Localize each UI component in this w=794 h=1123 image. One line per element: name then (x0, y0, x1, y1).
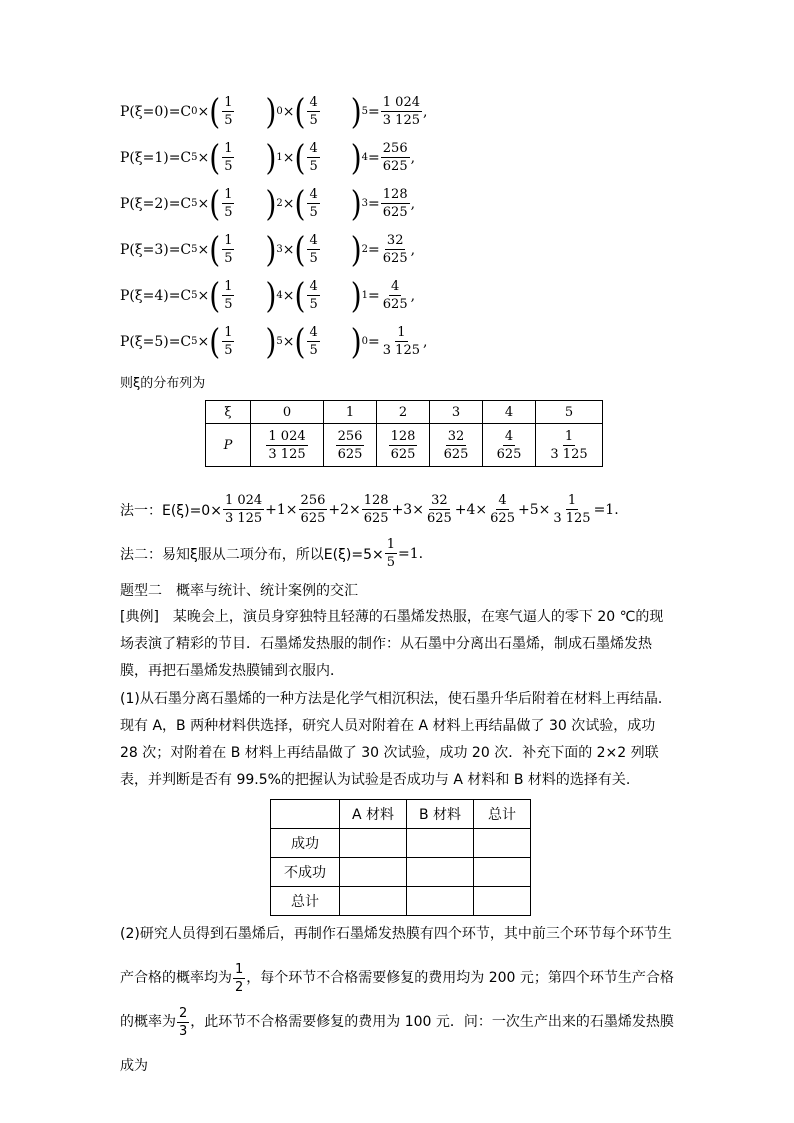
table-cell: $\frac{4}{625}$ (483, 424, 536, 467)
row-label: 成功 (271, 829, 340, 858)
p-header: P (206, 424, 251, 467)
contingency-table (270, 799, 531, 916)
table-row (271, 800, 531, 829)
table-row (271, 858, 531, 887)
table-cell (271, 800, 340, 829)
xi-header: ξ (206, 401, 251, 424)
probability-line: P(ξ=5)=C 5 × ( $\frac{1}{5}$ ) 5 × ( $\frac{4}{5}$ ) 0 = $\frac{1}{3 125}$ , (120, 320, 428, 362)
probability-line: P(ξ=0)=C 0 × ( $\frac{1}{5}$ ) 0 × ( $\frac{4}{5}$ ) 5 = $\frac{1 024}{3 125}$ , (120, 90, 428, 132)
table-cell: $\frac{1 024}{3 125}$ (251, 424, 324, 467)
method-two-prefix: 法二：易知ξ服从二项分布，所以E(ξ)=5× (120, 546, 384, 563)
distribution-table (205, 400, 603, 467)
table-cell: $\frac{1}{3 125}$ (536, 424, 603, 467)
table-row (271, 829, 531, 858)
method-two-equation: 法二：易知ξ服从二项分布，所以E(ξ)=5× $\frac{1}{5}$ =1. (120, 537, 424, 570)
example-part-one: (1)从石墨分离石墨烯的一种方法是化学气相沉积法，使石墨升华后附着在材料上再结晶．现有 A，B 两种材料供选择，研究人员对附着在 A 材料上再结晶做了 30 次试验，成功 28 次；对附着在 B 材料上再结晶做了 30 次试验，成功 20 次．补充下面的 2×2 列联表，并判断是否有 99.5%的把握认为试验是否成功与 A 材料和 B 材料的选择有关. (120, 691, 672, 788)
example-part-two: (2)研究人员得到石墨烯后，再制作石墨烯发热膜有四个环节，其中前三个环节每个环节生产合格的概率均为 $\frac{1}{2}$ ，每个环节不合格需要修复的费用均为 200 元；第四个环节生产合格的概率为 $\frac{2}{3}$ ，此环节不合格需要修复的费用为 100 元．问：一次生产出来的石墨烯发热膜成为 (120, 926, 674, 1074)
fraction: $\frac{32}{625}$ (426, 493, 452, 526)
probability-line: P(ξ=1)=C 5 × ( $\frac{1}{5}$ ) 1 × ( $\frac{4}{5}$ ) 4 = $\frac{256}{625}$ , (120, 136, 416, 178)
table-cell: 0 (251, 401, 324, 424)
distribution-caption: 则ξ的分布列为 (120, 376, 206, 391)
table-cell: $\frac{32}{625}$ (430, 424, 483, 467)
table-cell: 2 (377, 401, 430, 424)
method-one-equation: 法一：E(ξ)=0× $\frac{1 024}{3 125}$ +1× $\frac{256}{625}$ +2× $\frac{128}{625}$ +3× $\frac{32}{625}$ +4× $\frac{4}{625}$ +5× $\frac{1}{3 125}$ =1. (120, 493, 619, 526)
fraction: $\frac{1 024}{3 125}$ (224, 493, 263, 526)
fraction: $\frac{1}{3 125}$ (553, 493, 591, 526)
row-label: 不成功 (271, 858, 340, 887)
table-row (206, 401, 603, 424)
table-cell: $\frac{256}{625}$ (324, 424, 377, 467)
method-one-prefix: 法一：E(ξ)=0× (120, 502, 222, 519)
table-header: A 材料 (340, 800, 407, 829)
table-cell: 4 (483, 401, 536, 424)
probability-line: P(ξ=3)=C 5 × ( $\frac{1}{5}$ ) 3 × ( $\frac{4}{5}$ ) 2 = $\frac{32}{625}$ , (120, 228, 416, 270)
probability-line: P(ξ=4)=C 5 × ( $\frac{1}{5}$ ) 4 × ( $\frac{4}{5}$ ) 1 = $\frac{4}{625}$ , (120, 274, 416, 316)
example-intro: [典例] 某晚会上，演员身穿独特且轻薄的石墨烯发热服，在寒气逼人的零下 20 ℃的现场表演了精彩的节目．石墨烯发热服的制作：从石墨中分离出石墨烯，制成石墨烯发热膜，再把石墨烯发热膜铺到衣服内． (120, 609, 664, 679)
table-cell: 1 (324, 401, 377, 424)
section-title: 题型二 概率与统计、统计案例的交汇 (120, 583, 358, 599)
fraction: $\frac{256}{625}$ (300, 493, 326, 526)
table-cell: 3 (430, 401, 483, 424)
table-row (206, 424, 603, 467)
table-header: B 材料 (407, 800, 474, 829)
probability-line: P(ξ=2)=C 5 × ( $\frac{1}{5}$ ) 2 × ( $\frac{4}{5}$ ) 3 = $\frac{128}{625}$ , (120, 182, 416, 224)
fraction: $\frac{128}{625}$ (363, 493, 389, 526)
table-cell: $\frac{128}{625}$ (377, 424, 430, 467)
table-cell: 5 (536, 401, 603, 424)
table-header: 总计 (474, 800, 531, 829)
fraction: $\frac{4}{625}$ (490, 493, 515, 526)
row-label: 总计 (271, 887, 340, 916)
method-two-result: =1. (398, 545, 424, 562)
